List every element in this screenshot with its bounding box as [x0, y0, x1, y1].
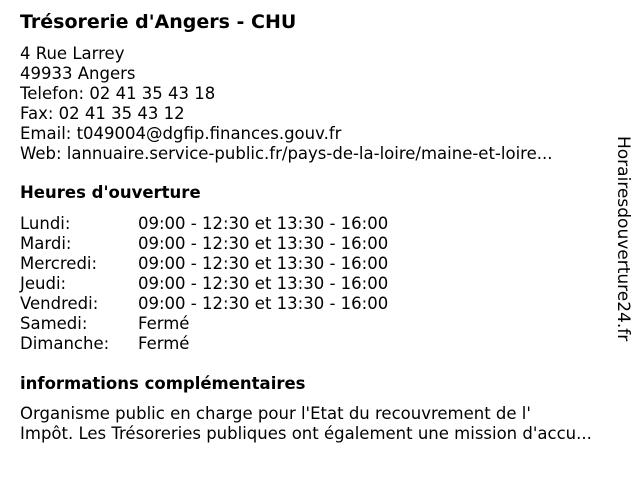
day-label: Samedi: [20, 314, 88, 333]
day-label: Dimanche: [20, 334, 110, 353]
additional-info-text [20, 404, 632, 444]
opening-hours-heading: Heures d'ouverture [20, 183, 201, 202]
day-hours: 09:00 - 12:30 et 13:30 - 16:00 [138, 274, 389, 293]
phone-number: Telefon: 02 41 35 43 18 [20, 84, 216, 103]
day-hours: 09:00 - 12:30 et 13:30 - 16:00 [138, 254, 389, 273]
day-label: Mercredi: [20, 254, 98, 273]
info-line: Organisme public en charge pour l'Etat du recouvrement de l' [20, 404, 531, 423]
day-hours: 09:00 - 12:30 et 13:30 - 16:00 [138, 214, 389, 233]
day-label: Vendredi: [20, 294, 99, 313]
site-watermark [612, 136, 636, 376]
additional-info-heading: informations complémentaires [20, 374, 306, 393]
day-hours: Fermé [138, 334, 190, 353]
website-link: Web: lannuaire.service-public.fr/pays-de-la-loire/maine-et-loire... [20, 144, 553, 163]
contact-block [20, 44, 552, 164]
street-address: 4 Rue Larrey [20, 44, 125, 63]
email-address: Email: t049004@dgfip.finances.gouv.fr [20, 124, 342, 143]
info-line: Impôt. Les Trésoreries publiques ont également une mission d'accu... [20, 424, 592, 443]
day-hours: 09:00 - 12:30 et 13:30 - 16:00 [138, 234, 389, 253]
day-label: Mardi: [20, 234, 72, 253]
page-title: Trésorerie d'Angers - CHU [20, 11, 297, 33]
day-hours: Fermé [138, 314, 190, 333]
day-hours: 09:00 - 12:30 et 13:30 - 16:00 [138, 294, 389, 313]
day-label: Jeudi: [20, 274, 67, 293]
watermark-text: Horairesdouverture24.fr [613, 136, 633, 342]
day-label: Lundi: [20, 214, 71, 233]
city-address: 49933 Angers [20, 64, 136, 83]
fax-number: Fax: 02 41 35 43 12 [20, 104, 185, 123]
